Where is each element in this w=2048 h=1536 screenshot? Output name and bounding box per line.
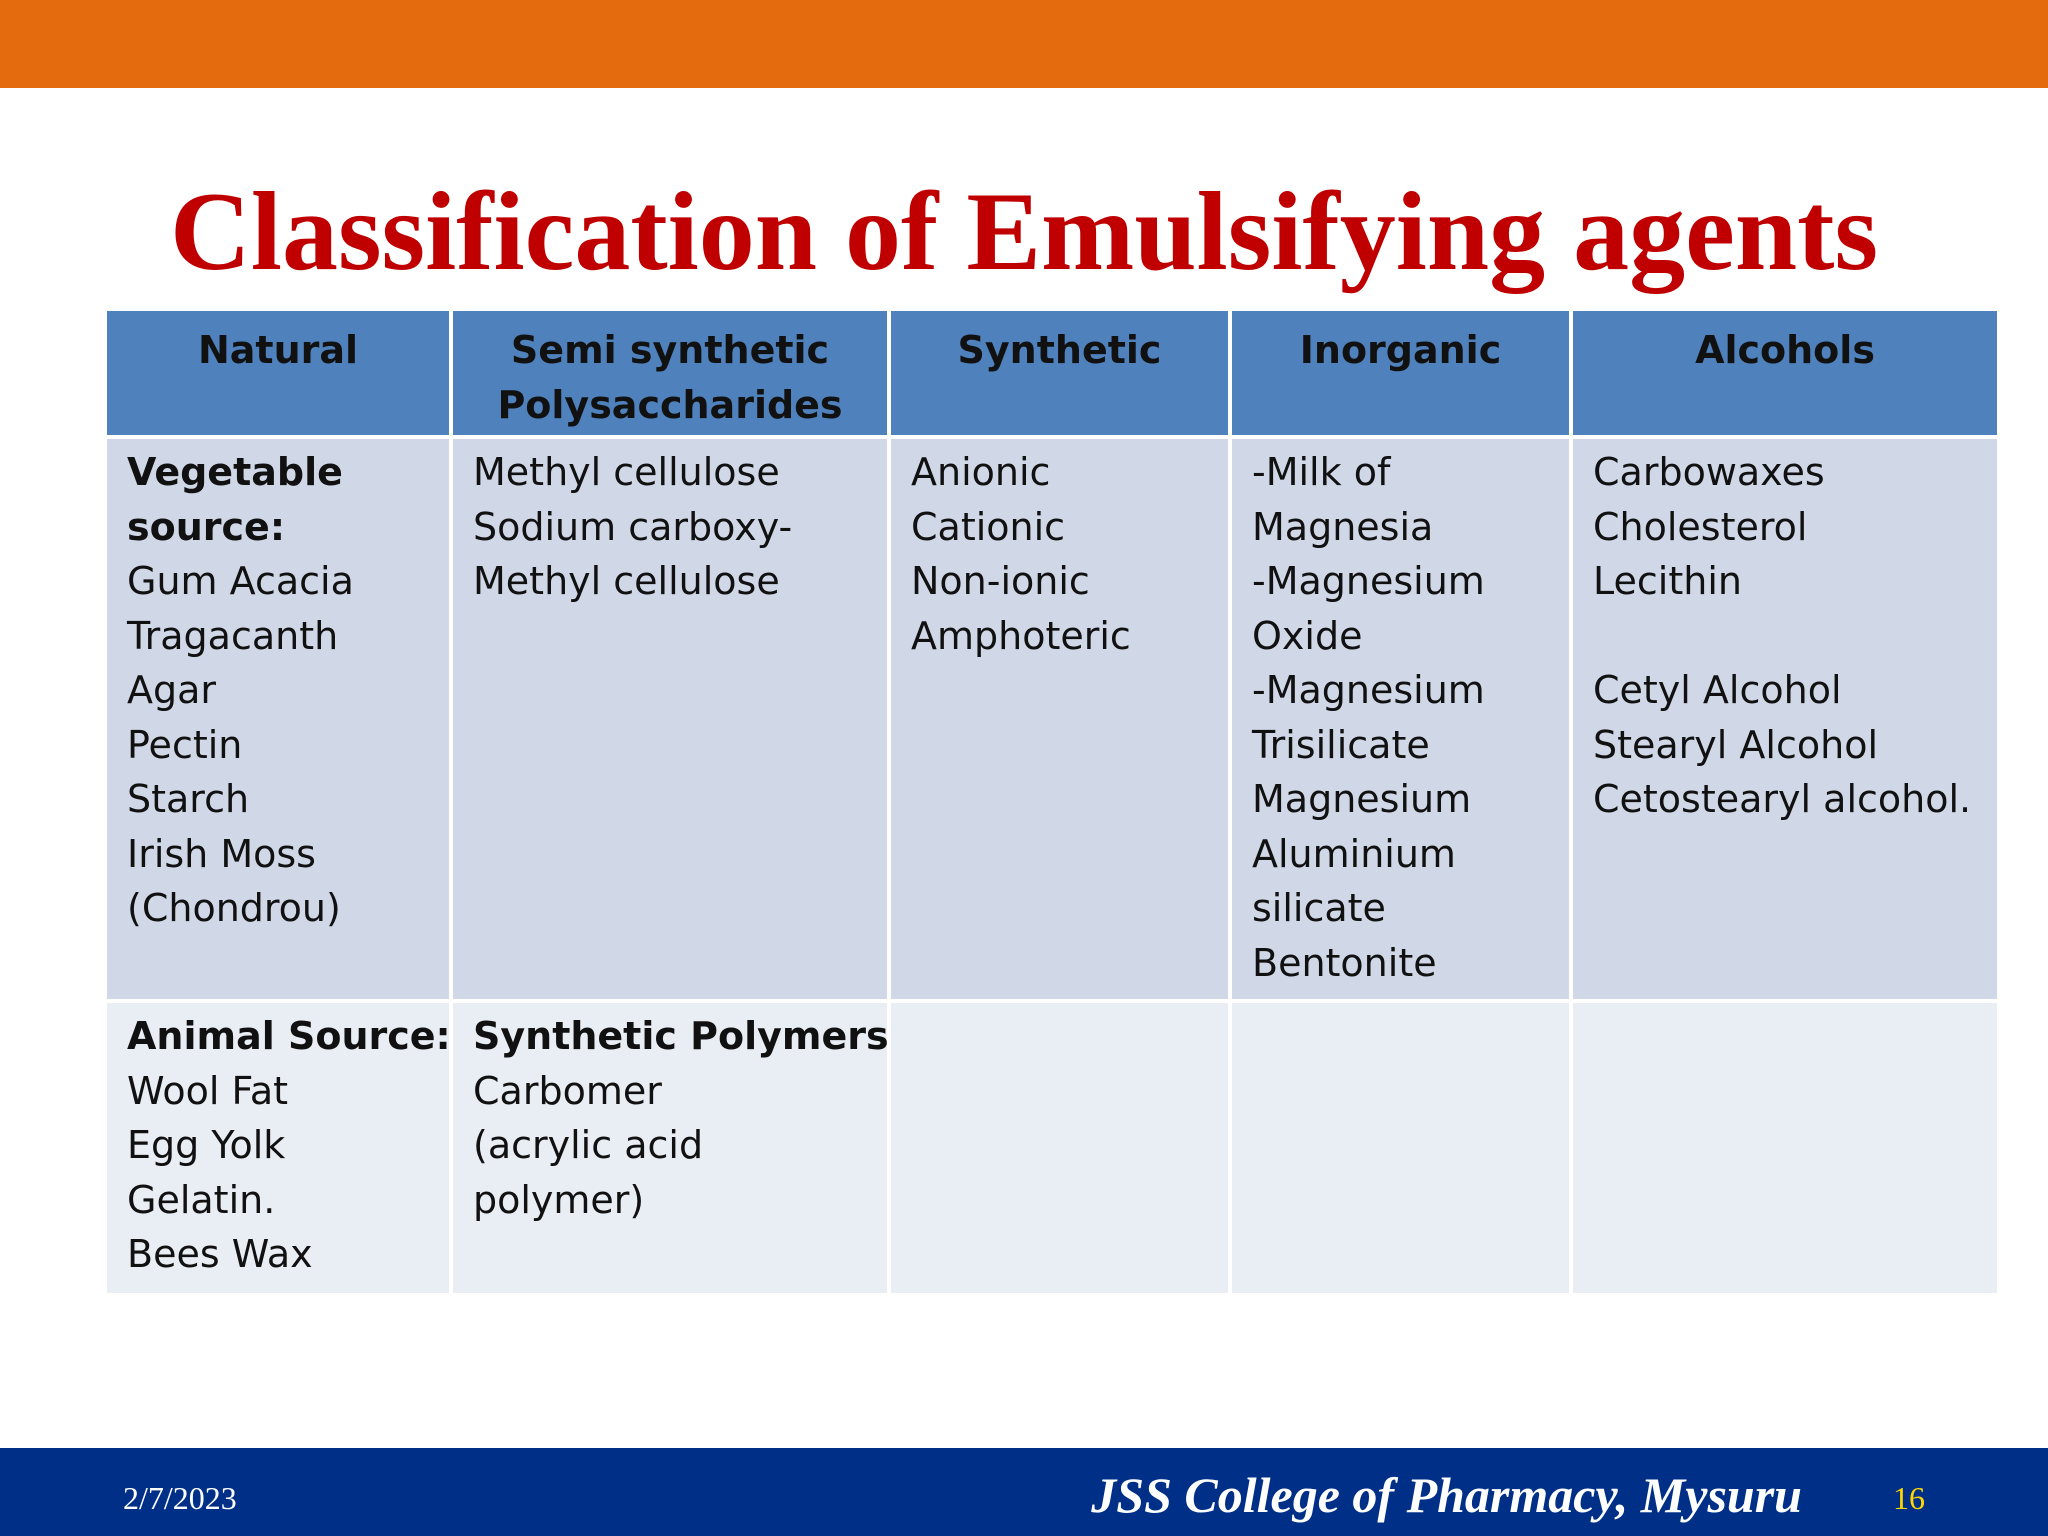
cell-empty <box>1230 1001 1571 1295</box>
cell-natural-vegetable: Vegetable source: Gum Acacia Tragacanth Agar Pectin Starch Irish Moss (Chondrou) <box>105 437 451 1001</box>
header-inorganic: Inorganic <box>1230 309 1571 437</box>
cell-empty <box>1571 1001 1999 1295</box>
slide-number: 16 <box>1893 1480 1925 1516</box>
cell-natural-animal: Animal Source: Wool Fat Egg Yolk Gelatin. Bees Wax <box>105 1001 451 1295</box>
header-natural: Natural <box>105 309 451 437</box>
footer-date: 2/7/2023 <box>123 1480 237 1516</box>
header-semi-synthetic: Semi synthetic Polysaccharides <box>451 309 889 437</box>
cell-empty <box>889 1001 1230 1295</box>
classification-table <box>103 307 2001 1297</box>
header-synthetic: Synthetic <box>889 309 1230 437</box>
table-row <box>105 1001 1999 1295</box>
slide-title: Classification of Emulsifying agents <box>169 170 1879 294</box>
footer-college-name: JSS College of Pharmacy, Mysuru <box>1091 1467 1802 1523</box>
cell-alcohols: Carbowaxes Cholesterol Lecithin Cetyl Alcohol Stearyl Alcohol Cetostearyl alcohol. <box>1571 437 1999 1001</box>
table-row <box>105 437 1999 1001</box>
header-alcohols: Alcohols <box>1571 309 1999 437</box>
table-header-row <box>105 309 1999 437</box>
cell-semi-synthetic-cellulose: Methyl cellulose Sodium carboxy- Methyl cellulose <box>451 437 889 1001</box>
blank-line <box>1593 609 1987 664</box>
cell-synthetic-polymers: Synthetic Polymers Carbomer (acrylic acid polymer) <box>451 1001 889 1295</box>
top-accent-bar <box>0 0 2048 88</box>
cell-inorganic: -Milk of Magnesia -Magnesium Oxide -Magnesium Trisilicate Magnesium Aluminium silicate Bentonite <box>1230 437 1571 1001</box>
cell-synthetic: Anionic Cationic Non-ionic Amphoteric <box>889 437 1230 1001</box>
